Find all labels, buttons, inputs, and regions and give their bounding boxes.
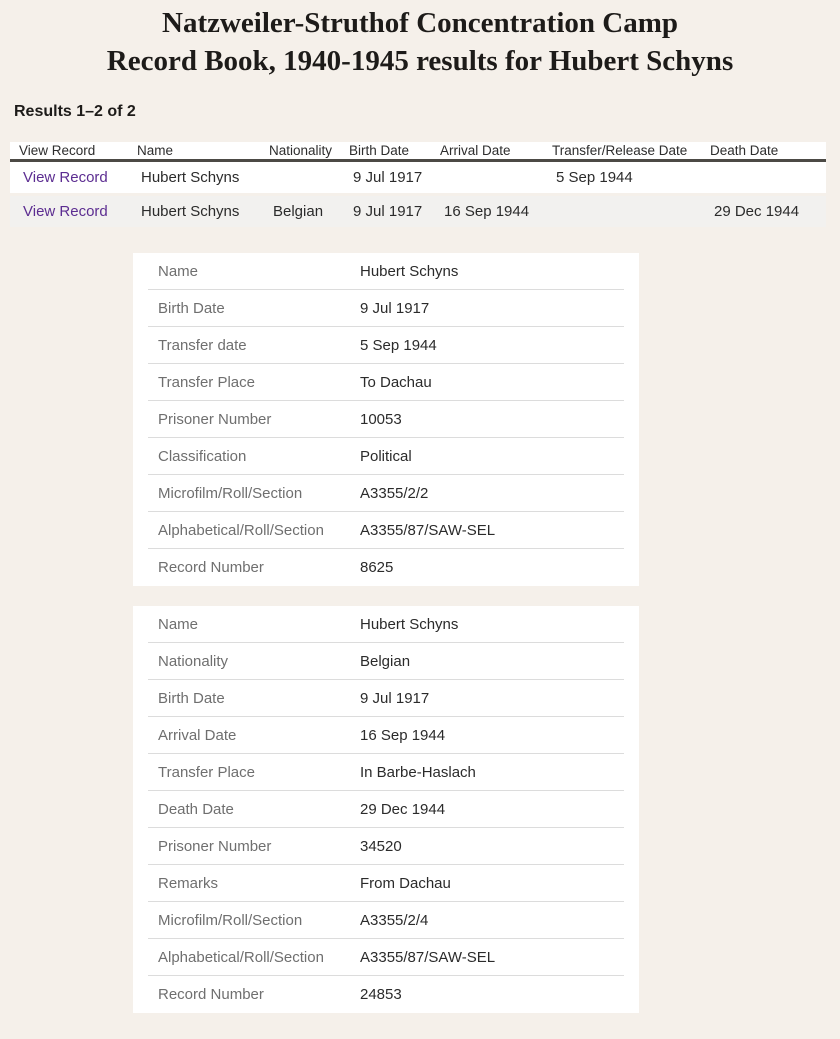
field-value: From Dachau [360, 874, 451, 892]
field-value: A3355/87/SAW-SEL [360, 948, 496, 966]
field-label: Prisoner Number [158, 837, 272, 855]
record-field-row [148, 327, 624, 364]
field-value: 9 Jul 1917 [360, 299, 430, 317]
page-title [0, 0, 840, 80]
field-label: Name [158, 262, 199, 280]
cell-nationality: Belgian [273, 203, 324, 220]
column-header: Death Date [710, 143, 779, 158]
record-detail-card [133, 253, 639, 586]
field-label: Prisoner Number [158, 410, 272, 428]
field-value: Belgian [360, 652, 411, 670]
field-label: Alphabetical/Roll/Section [158, 521, 324, 539]
results-table-header-row [10, 142, 826, 162]
record-field-row [148, 791, 624, 828]
view-record-link[interactable]: View Record [23, 203, 108, 220]
record-field-row [148, 253, 624, 290]
record-field-row [148, 939, 624, 976]
field-label: Record Number [158, 986, 264, 1003]
field-label: Microfilm/Roll/Section [158, 911, 303, 929]
field-label: Nationality [158, 652, 229, 670]
page-title-line1: Natzweiler-Struthof Concentration Camp [162, 7, 678, 39]
record-field-row [148, 828, 624, 865]
field-value: A3355/2/2 [360, 484, 429, 502]
field-label: Transfer date [158, 336, 247, 354]
field-label: Alphabetical/Roll/Section [158, 948, 324, 966]
record-field-row [148, 549, 624, 586]
field-value: 9 Jul 1917 [360, 689, 430, 707]
field-value: 29 Dec 1944 [360, 800, 446, 818]
record-field-row [148, 512, 624, 549]
cell-name: Hubert Schyns [141, 203, 240, 220]
field-value: 8625 [360, 559, 394, 576]
field-label: Transfer Place [158, 763, 255, 781]
field-value: 10053 [360, 410, 402, 428]
record-field-row [148, 475, 624, 512]
page-title-line2: Record Book, 1940-1945 results for Hubert Schyns [106, 45, 734, 77]
field-value: To Dachau [360, 373, 432, 391]
field-value: A3355/2/4 [360, 911, 429, 929]
record-field-row [148, 606, 624, 643]
cell-death-date: 29 Dec 1944 [714, 203, 800, 220]
record-field-row [148, 902, 624, 939]
field-label: Classification [158, 447, 247, 465]
record-field-row [148, 290, 624, 327]
record-field-row [148, 364, 624, 401]
field-value: 24853 [360, 986, 402, 1003]
field-value: A3355/87/SAW-SEL [360, 521, 496, 539]
cell-arrival-date: 16 Sep 1944 [444, 203, 530, 220]
field-value: 16 Sep 1944 [360, 726, 446, 744]
column-header: Nationality [269, 143, 333, 158]
field-value: In Barbe-Haslach [360, 763, 476, 781]
results-table-body [10, 162, 826, 227]
field-label: Arrival Date [158, 726, 237, 744]
record-detail-cards [0, 227, 840, 1013]
record-detail-card [133, 606, 639, 1013]
column-header: Birth Date [349, 143, 410, 158]
record-field-row [148, 754, 624, 791]
record-field-row [148, 438, 624, 475]
field-value: 34520 [360, 837, 402, 855]
field-value: Hubert Schyns [360, 615, 459, 633]
column-header: Name [137, 143, 174, 158]
cell-view-record [19, 203, 137, 220]
record-field-row [148, 717, 624, 754]
field-label: Death Date [158, 800, 234, 818]
column-header: View Record [19, 143, 96, 158]
cell-view-record [19, 169, 137, 186]
field-value: Hubert Schyns [360, 262, 459, 280]
field-label: Microfilm/Roll/Section [158, 484, 303, 502]
cell-birth-date: 9 Jul 1917 [353, 203, 423, 220]
column-header: Arrival Date [440, 143, 511, 158]
record-field-row [148, 680, 624, 717]
view-record-link[interactable]: View Record [23, 169, 108, 186]
results-table [10, 142, 826, 227]
field-label: Record Number [158, 559, 264, 576]
field-label: Remarks [158, 874, 219, 892]
table-row [10, 162, 826, 193]
field-label: Birth Date [158, 299, 225, 317]
cell-name: Hubert Schyns [141, 169, 240, 186]
field-value: Political [360, 447, 412, 465]
results-summary: Results 1–2 of 2 [14, 103, 136, 120]
table-row [10, 196, 826, 227]
record-field-row [148, 865, 624, 902]
column-header: Transfer/Release Date [552, 143, 688, 158]
cell-transfer-release-date: 5 Sep 1944 [556, 169, 633, 186]
field-label: Birth Date [158, 689, 225, 707]
field-label: Transfer Place [158, 373, 255, 391]
record-field-row [148, 643, 624, 680]
field-label: Name [158, 615, 199, 633]
record-field-row [148, 976, 624, 1013]
cell-birth-date: 9 Jul 1917 [353, 169, 423, 186]
field-value: 5 Sep 1944 [360, 336, 437, 354]
record-field-row [148, 401, 624, 438]
